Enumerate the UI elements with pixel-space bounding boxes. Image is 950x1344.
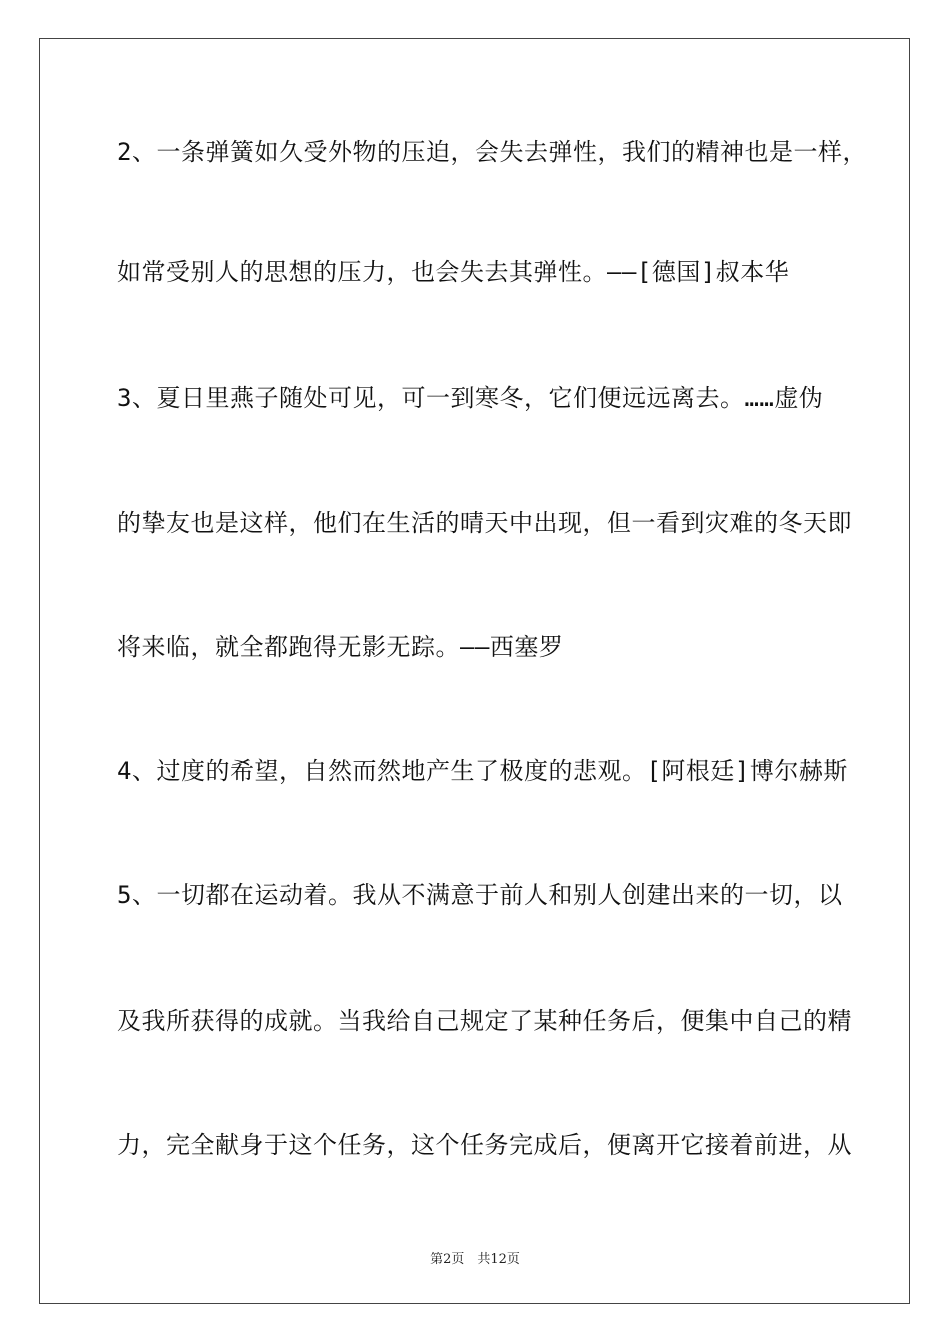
text-line: 3、夏日里燕子随处可见，可一到寒冬，它们便远远离去。……虚伪 xyxy=(117,384,824,412)
page-number: 第2页 共12页 xyxy=(430,1252,520,1267)
text-line: 5、一切都在运动着。我从不满意于前人和别人创建出来的一切，以 xyxy=(117,881,843,909)
text-line: 2、一条弹簧如久受外物的压迫，会失去弹性，我们的精神也是一样， xyxy=(117,138,867,166)
text-line: 将来临，就全都跑得无影无踪。——西塞罗 xyxy=(117,633,564,661)
text-line: 4、过度的希望，自然而然地产生了极度的悲观。[阿根廷]博尔赫斯 xyxy=(117,757,848,785)
text-line: 及我所获得的成就。当我给自己规定了某种任务后，便集中自己的精 xyxy=(117,1007,852,1035)
text-line: 力，完全献身于这个任务，这个任务完成后，便离开它接着前进，从 xyxy=(117,1131,852,1159)
page-frame xyxy=(39,38,910,1304)
text-line: 如常受别人的思想的压力，也会失去其弹性。——[德国]叔本华 xyxy=(117,258,790,286)
text-line: 的挚友也是这样，他们在生活的晴天中出现，但一看到灾难的冬天即 xyxy=(117,509,852,537)
